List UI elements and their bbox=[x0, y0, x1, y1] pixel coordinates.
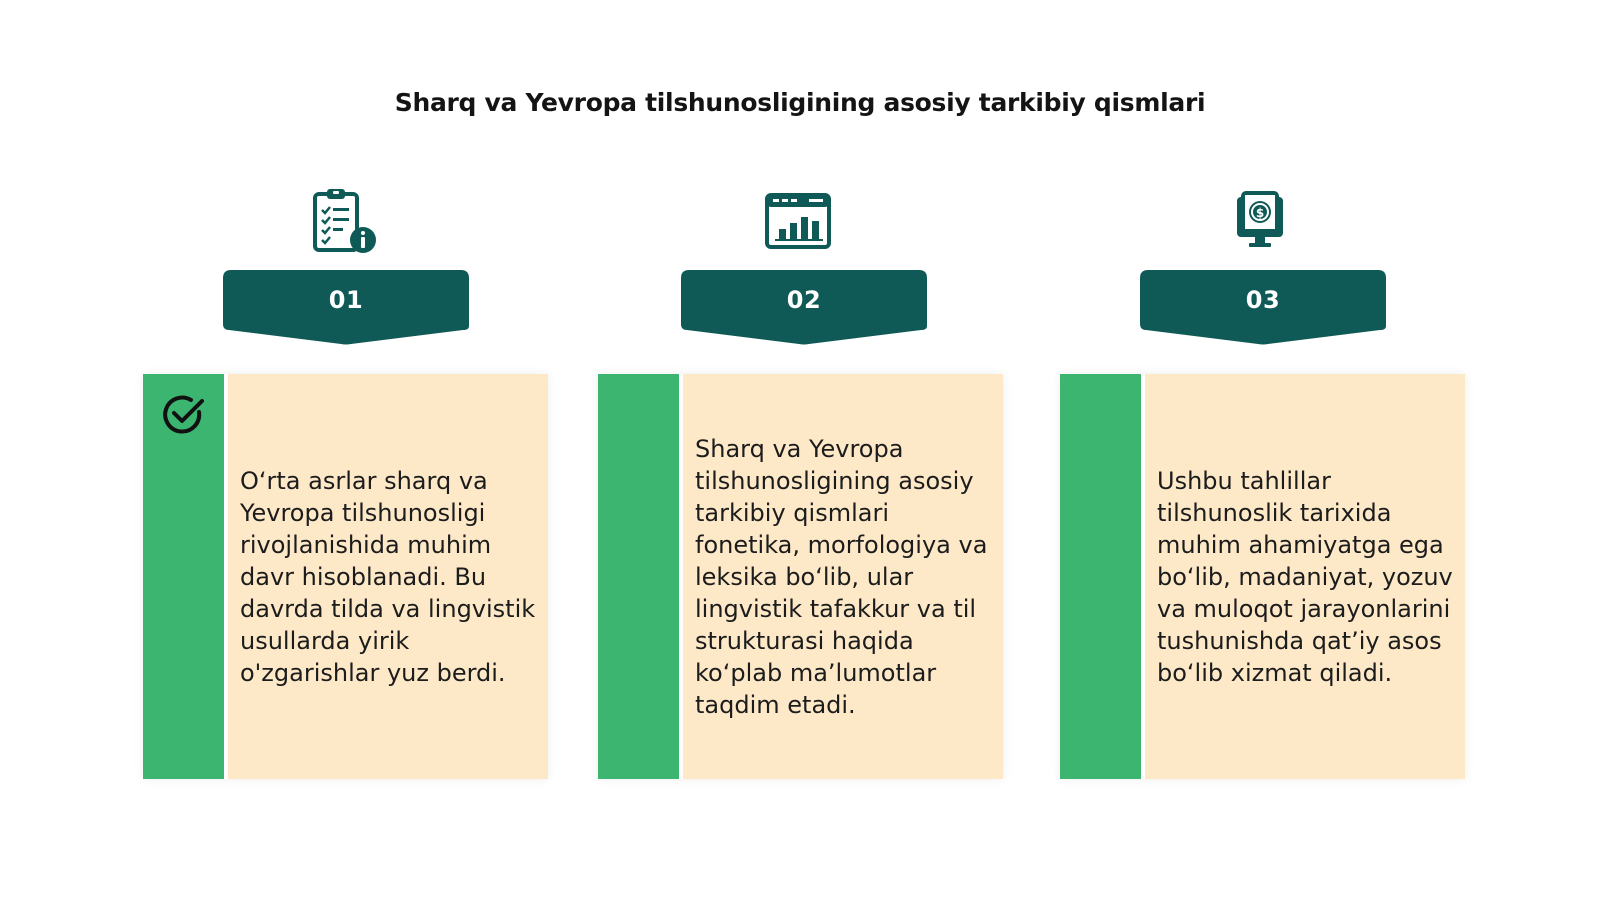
card-stripe bbox=[598, 374, 679, 779]
number-banner-2 bbox=[681, 270, 927, 350]
card-stripe bbox=[1060, 374, 1141, 779]
dollar-monitor-icon bbox=[1220, 186, 1300, 256]
card-text: O‘rta asrlar sharq va Yevropa tilshunosligi rivojlanishida muhim davr hisoblanadi. Bu davrda tilda va lingvistik usullarda yirik o'zgarishlar yuz berdi. bbox=[240, 466, 536, 687]
bar-chart-window-icon bbox=[758, 186, 838, 256]
number-banner-1 bbox=[223, 270, 469, 350]
column-2 bbox=[598, 0, 1003, 900]
step-number: 01 bbox=[328, 286, 364, 314]
check-circle-icon bbox=[161, 392, 207, 438]
card-stripe bbox=[143, 374, 224, 779]
info-card-3 bbox=[1060, 374, 1465, 779]
card-body bbox=[1145, 374, 1465, 779]
column-3 bbox=[1060, 0, 1465, 900]
info-card-1 bbox=[143, 374, 548, 779]
svg-text:$: $ bbox=[1255, 206, 1265, 220]
number-banner-3 bbox=[1140, 270, 1386, 350]
clipboard-checklist-info-icon bbox=[305, 186, 385, 256]
step-number: 03 bbox=[1245, 286, 1281, 314]
card-body bbox=[683, 374, 1003, 779]
column-1 bbox=[143, 0, 548, 900]
page-title: Sharq va Yevropa tilshunosligining asosiy tarkibiy qismlari bbox=[394, 88, 1206, 117]
info-card-2 bbox=[598, 374, 1003, 779]
step-number: 02 bbox=[786, 286, 822, 314]
card-text: Ushbu tahlillar tilshunoslik tarixida muhim ahamiyatga ega bo‘lib, madaniyat, yozuv va muloqot jarayonlarini tushunishda qat’iy asos bo‘lib xizmat qiladi. bbox=[1157, 466, 1453, 687]
card-text: Sharq va Yevropa tilshunosligining asosiy tarkibiy qismlari fonetika, morfologiya va leksika bo‘lib, ular lingvistik tafakkur va til strukturasi haqida ko‘plab ma’lumotlar taqdim etadi. bbox=[695, 434, 988, 719]
card-body bbox=[228, 374, 548, 779]
